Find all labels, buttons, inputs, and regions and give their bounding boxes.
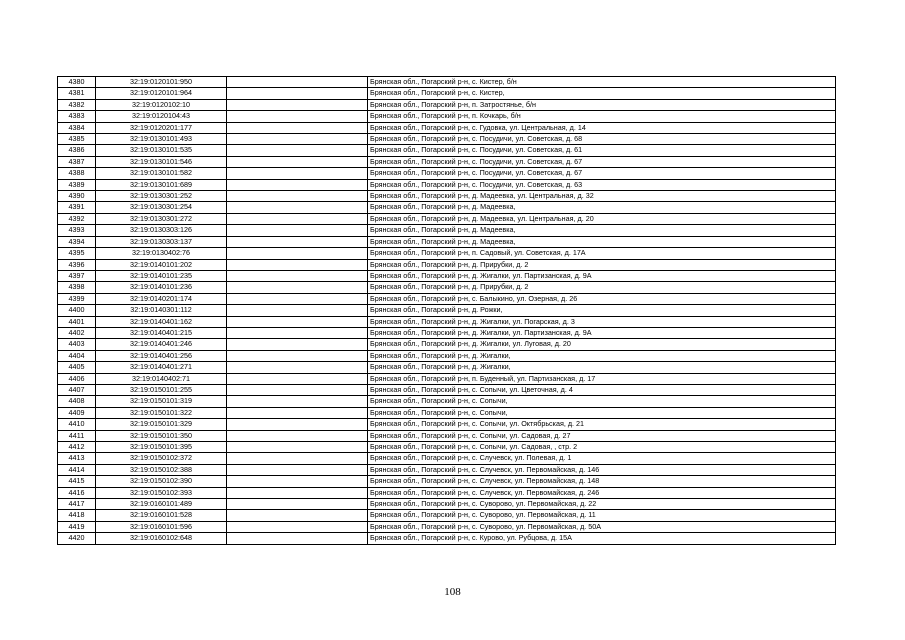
empty-cell: [227, 521, 368, 532]
row-number-cell: 4413: [58, 453, 96, 464]
cadastral-number-cell: 32:19:0150101:322: [96, 407, 227, 418]
row-number-cell: 4383: [58, 111, 96, 122]
row-number-cell: 4398: [58, 282, 96, 293]
cadastral-number-cell: 32:19:0140401:162: [96, 316, 227, 327]
empty-cell: [227, 430, 368, 441]
cadastral-number-cell: 32:19:0140401:256: [96, 350, 227, 361]
cadastral-number-cell: 32:19:0160102:648: [96, 533, 227, 544]
row-number-cell: 4393: [58, 225, 96, 236]
cadastral-number-cell: 32:19:0130303:137: [96, 236, 227, 247]
table-row: [58, 419, 836, 430]
cadastral-number-cell: 32:19:0130301:252: [96, 191, 227, 202]
row-number-cell: 4415: [58, 476, 96, 487]
address-cell: Брянская обл., Погарский р-н, д. Мадеевка,: [368, 236, 836, 247]
row-number-cell: 4392: [58, 213, 96, 224]
empty-cell: [227, 179, 368, 190]
empty-cell: [227, 339, 368, 350]
row-number-cell: 4381: [58, 88, 96, 99]
empty-cell: [227, 213, 368, 224]
empty-cell: [227, 145, 368, 156]
page-number: 108: [444, 586, 461, 598]
address-cell: Брянская обл., Погарский р-н, с. Сопычи,: [368, 407, 836, 418]
empty-cell: [227, 373, 368, 384]
row-number-cell: 4411: [58, 430, 96, 441]
empty-cell: [227, 396, 368, 407]
row-number-cell: 4390: [58, 191, 96, 202]
address-cell: Брянская обл., Погарский р-н, д. Рожки,: [368, 305, 836, 316]
table-row: [58, 476, 836, 487]
empty-cell: [227, 453, 368, 464]
row-number-cell: 4394: [58, 236, 96, 247]
row-number-cell: 4410: [58, 419, 96, 430]
address-cell: Брянская обл., Погарский р-н, с. Суворово, ул. Первомайская, д. 11: [368, 510, 836, 521]
table-row: [58, 156, 836, 167]
row-number-cell: 4405: [58, 362, 96, 373]
cadastral-number-cell: 32:19:0130101:689: [96, 179, 227, 190]
cadastral-number-cell: 32:19:0140101:235: [96, 270, 227, 281]
address-cell: Брянская обл., Погарский р-н, д. Жигалки,: [368, 362, 836, 373]
empty-cell: [227, 259, 368, 270]
empty-cell: [227, 442, 368, 453]
table-row: [58, 373, 836, 384]
cadastral-number-cell: 32:19:0150101:395: [96, 442, 227, 453]
cadastral-number-cell: 32:19:0140402:71: [96, 373, 227, 384]
table-row: [58, 499, 836, 510]
row-number-cell: 4399: [58, 293, 96, 304]
empty-cell: [227, 77, 368, 88]
table-row: [58, 282, 836, 293]
table-row: [58, 442, 836, 453]
row-number-cell: 4416: [58, 487, 96, 498]
empty-cell: [227, 327, 368, 338]
row-number-cell: 4404: [58, 350, 96, 361]
row-number-cell: 4418: [58, 510, 96, 521]
address-cell: Брянская обл., Погарский р-н, д. Мадеевка, ул. Центральная, д. 32: [368, 191, 836, 202]
empty-cell: [227, 362, 368, 373]
address-cell: Брянская обл., Погарский р-н, д. Мадеевка, ул. Центральная, д. 20: [368, 213, 836, 224]
address-cell: Брянская обл., Погарский р-н, с. Кистер,: [368, 88, 836, 99]
table-row: [58, 134, 836, 145]
cadastral-number-cell: 32:19:0130101:493: [96, 134, 227, 145]
cadastral-number-cell: 32:19:0140201:174: [96, 293, 227, 304]
cadastral-number-cell: 32:19:0130101:535: [96, 145, 227, 156]
table-row: [58, 179, 836, 190]
empty-cell: [227, 464, 368, 475]
empty-cell: [227, 122, 368, 133]
property-register-table: [57, 76, 836, 545]
row-number-cell: 4409: [58, 407, 96, 418]
address-cell: Брянская обл., Погарский р-н, с. Курово, ул. Рубцова, д. 15А: [368, 533, 836, 544]
table-row: [58, 339, 836, 350]
empty-cell: [227, 476, 368, 487]
empty-cell: [227, 499, 368, 510]
table-row: [58, 305, 836, 316]
cadastral-number-cell: 32:19:0150102:390: [96, 476, 227, 487]
address-cell: Брянская обл., Погарский р-н, с. Кистер, б/н: [368, 77, 836, 88]
row-number-cell: 4419: [58, 521, 96, 532]
row-number-cell: 4408: [58, 396, 96, 407]
cadastral-number-cell: 32:19:0120101:964: [96, 88, 227, 99]
row-number-cell: 4401: [58, 316, 96, 327]
address-cell: Брянская обл., Погарский р-н, д. Жигалки, ул. Партизанская, д. 9А: [368, 327, 836, 338]
address-cell: Брянская обл., Погарский р-н, с. Суворово, ул. Первомайская, д. 50А: [368, 521, 836, 532]
table-row: [58, 77, 836, 88]
table-row: [58, 122, 836, 133]
empty-cell: [227, 191, 368, 202]
row-number-cell: 4420: [58, 533, 96, 544]
address-cell: Брянская обл., Погарский р-н, д. Жигалки, ул. Погарская, д. 3: [368, 316, 836, 327]
empty-cell: [227, 305, 368, 316]
empty-cell: [227, 168, 368, 179]
empty-cell: [227, 99, 368, 110]
row-number-cell: 4414: [58, 464, 96, 475]
empty-cell: [227, 487, 368, 498]
row-number-cell: 4407: [58, 384, 96, 395]
address-cell: Брянская обл., Погарский р-н, д. Прирубки, д. 2: [368, 259, 836, 270]
cadastral-number-cell: 32:19:0160101:596: [96, 521, 227, 532]
cadastral-number-cell: 32:19:0150101:350: [96, 430, 227, 441]
empty-cell: [227, 111, 368, 122]
table-row: [58, 259, 836, 270]
cadastral-number-cell: 32:19:0120101:950: [96, 77, 227, 88]
cadastral-number-cell: 32:19:0130402:76: [96, 248, 227, 259]
row-number-cell: 4403: [58, 339, 96, 350]
row-number-cell: 4387: [58, 156, 96, 167]
empty-cell: [227, 419, 368, 430]
table-row: [58, 533, 836, 544]
address-cell: Брянская обл., Погарский р-н, с. Случевск, ул. Первомайская, д. 246: [368, 487, 836, 498]
register-table-body: [58, 77, 836, 545]
row-number-cell: 4402: [58, 327, 96, 338]
cadastral-number-cell: 32:19:0120201:177: [96, 122, 227, 133]
address-cell: Брянская обл., Погарский р-н, д. Жигалки,: [368, 350, 836, 361]
table-row: [58, 487, 836, 498]
empty-cell: [227, 350, 368, 361]
address-cell: Брянская обл., Погарский р-н, с. Сопычи, ул. Октябрьская, д. 21: [368, 419, 836, 430]
table-row: [58, 293, 836, 304]
row-number-cell: 4380: [58, 77, 96, 88]
row-number-cell: 4417: [58, 499, 96, 510]
row-number-cell: 4391: [58, 202, 96, 213]
cadastral-number-cell: 32:19:0130101:582: [96, 168, 227, 179]
table-row: [58, 384, 836, 395]
address-cell: Брянская обл., Погарский р-н, с. Посудичи, ул. Советская, д. 63: [368, 179, 836, 190]
address-cell: Брянская обл., Погарский р-н, с. Случевск, ул. Первомайская, д. 146: [368, 464, 836, 475]
address-cell: Брянская обл., Погарский р-н, д. Прирубки, д. 2: [368, 282, 836, 293]
empty-cell: [227, 225, 368, 236]
table-row: [58, 407, 836, 418]
table-row: [58, 111, 836, 122]
table-row: [58, 430, 836, 441]
table-row: [58, 362, 836, 373]
address-cell: Брянская обл., Погарский р-н, с. Гудовка, ул. Центральная, д. 14: [368, 122, 836, 133]
table-row: [58, 213, 836, 224]
cadastral-number-cell: 32:19:0150102:372: [96, 453, 227, 464]
address-cell: Брянская обл., Погарский р-н, с. Случевск, ул. Первомайская, д. 148: [368, 476, 836, 487]
cadastral-number-cell: 32:19:0130301:272: [96, 213, 227, 224]
row-number-cell: 4396: [58, 259, 96, 270]
cadastral-number-cell: 32:19:0140301:112: [96, 305, 227, 316]
row-number-cell: 4385: [58, 134, 96, 145]
row-number-cell: 4386: [58, 145, 96, 156]
empty-cell: [227, 236, 368, 247]
address-cell: Брянская обл., Погарский р-н, д. Жигалки, ул. Партизанская, д. 9А: [368, 270, 836, 281]
address-cell: Брянская обл., Погарский р-н, с. Посудичи, ул. Советская, д. 67: [368, 168, 836, 179]
address-cell: Брянская обл., Погарский р-н, п. Буденный, ул. Партизанская, д. 17: [368, 373, 836, 384]
cadastral-number-cell: 32:19:0140101:202: [96, 259, 227, 270]
address-cell: Брянская обл., Погарский р-н, с. Сопычи, ул. Садовая, д. 27: [368, 430, 836, 441]
row-number-cell: 4406: [58, 373, 96, 384]
empty-cell: [227, 533, 368, 544]
table-row: [58, 327, 836, 338]
cadastral-number-cell: 32:19:0130301:254: [96, 202, 227, 213]
table-row: [58, 396, 836, 407]
cadastral-number-cell: 32:19:0130101:546: [96, 156, 227, 167]
table-row: [58, 464, 836, 475]
table-row: [58, 145, 836, 156]
table-row: [58, 168, 836, 179]
cadastral-number-cell: 32:19:0150101:329: [96, 419, 227, 430]
empty-cell: [227, 270, 368, 281]
row-number-cell: 4412: [58, 442, 96, 453]
empty-cell: [227, 293, 368, 304]
table-row: [58, 191, 836, 202]
table-row: [58, 202, 836, 213]
address-cell: Брянская обл., Погарский р-н, с. Посудичи, ул. Советская, д. 68: [368, 134, 836, 145]
address-cell: Брянская обл., Погарский р-н, д. Мадеевка,: [368, 225, 836, 236]
table-row: [58, 248, 836, 259]
table-row: [58, 316, 836, 327]
address-cell: Брянская обл., Погарский р-н, д. Мадеевка,: [368, 202, 836, 213]
cadastral-number-cell: 32:19:0120104:43: [96, 111, 227, 122]
empty-cell: [227, 134, 368, 145]
row-number-cell: 4388: [58, 168, 96, 179]
table-row: [58, 453, 836, 464]
cadastral-number-cell: 32:19:0160101:528: [96, 510, 227, 521]
empty-cell: [227, 202, 368, 213]
row-number-cell: 4384: [58, 122, 96, 133]
table-row: [58, 99, 836, 110]
cadastral-number-cell: 32:19:0140401:246: [96, 339, 227, 350]
empty-cell: [227, 156, 368, 167]
row-number-cell: 4389: [58, 179, 96, 190]
address-cell: Брянская обл., Погарский р-н, п. Затростянье, б/н: [368, 99, 836, 110]
address-cell: Брянская обл., Погарский р-н, с. Посудичи, ул. Советская, д. 61: [368, 145, 836, 156]
cadastral-number-cell: 32:19:0140401:215: [96, 327, 227, 338]
cadastral-number-cell: 32:19:0150101:319: [96, 396, 227, 407]
empty-cell: [227, 282, 368, 293]
address-cell: Брянская обл., Погарский р-н, п. Кочкарь, б/н: [368, 111, 836, 122]
cadastral-number-cell: 32:19:0150102:388: [96, 464, 227, 475]
row-number-cell: 4400: [58, 305, 96, 316]
row-number-cell: 4382: [58, 99, 96, 110]
table-row: [58, 510, 836, 521]
address-cell: Брянская обл., Погарский р-н, с. Посудичи, ул. Советская, д. 67: [368, 156, 836, 167]
address-cell: Брянская обл., Погарский р-н, с. Сопычи, ул. Садовая, , стр. 2: [368, 442, 836, 453]
empty-cell: [227, 384, 368, 395]
row-number-cell: 4397: [58, 270, 96, 281]
empty-cell: [227, 407, 368, 418]
cadastral-number-cell: 32:19:0160101:489: [96, 499, 227, 510]
cadastral-number-cell: 32:19:0150101:255: [96, 384, 227, 395]
cadastral-number-cell: 32:19:0150102:393: [96, 487, 227, 498]
address-cell: Брянская обл., Погарский р-н, с. Случевск, ул. Полевая, д. 1: [368, 453, 836, 464]
table-row: [58, 521, 836, 532]
address-cell: Брянская обл., Погарский р-н, д. Жигалки, ул. Луговая, д. 20: [368, 339, 836, 350]
address-cell: Брянская обл., Погарский р-н, п. Садовый, ул. Советская, д. 17А: [368, 248, 836, 259]
address-cell: Брянская обл., Погарский р-н, с. Сопычи,: [368, 396, 836, 407]
empty-cell: [227, 248, 368, 259]
table-row: [58, 225, 836, 236]
cadastral-number-cell: 32:19:0120102:10: [96, 99, 227, 110]
cadastral-number-cell: 32:19:0140401:271: [96, 362, 227, 373]
empty-cell: [227, 88, 368, 99]
empty-cell: [227, 316, 368, 327]
address-cell: Брянская обл., Погарский р-н, с. Сопычи, ул. Цветочная, д. 4: [368, 384, 836, 395]
table-row: [58, 350, 836, 361]
cadastral-number-cell: 32:19:0140101:236: [96, 282, 227, 293]
address-cell: Брянская обл., Погарский р-н, с. Суворово, ул. Первомайская, д. 22: [368, 499, 836, 510]
cadastral-number-cell: 32:19:0130303:126: [96, 225, 227, 236]
empty-cell: [227, 510, 368, 521]
table-row: [58, 270, 836, 281]
address-cell: Брянская обл., Погарский р-н, с. Балыкино, ул. Озерная, д. 26: [368, 293, 836, 304]
table-row: [58, 236, 836, 247]
row-number-cell: 4395: [58, 248, 96, 259]
table-row: [58, 88, 836, 99]
